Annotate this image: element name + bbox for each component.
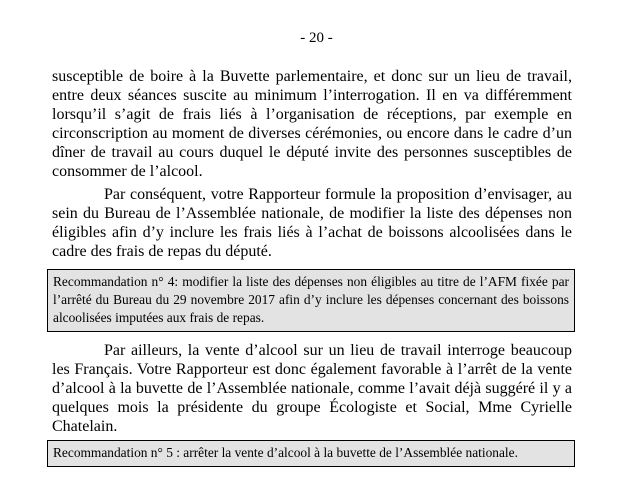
page-number: - 20 -	[300, 30, 333, 46]
paragraph-alcohol-sale: Par ailleurs, la vente d’alcool sur un lieu de travail interroge beaucoup les Français. Votre Rapporteur est donc également favorable à l’arrêt de la vente d’alcool à la buvette de l’Assemblée nationale, comme l’avait déjà suggéré il y a quelques mois la présidente du groupe Écologiste et Social, Mme Cyrielle Chatelain.	[52, 342, 572, 435]
recommendation-box-4: Recommandation n° 4: modifier la liste des dépenses non éligibles au titre de l’AFM fixée par l’arrêté du Bureau du 29 novembre 2017 afin d’y inclure les dépenses concernant des boissons alcoolisées imputées aux frais de repas.	[47, 269, 575, 332]
recommendation-box-5: Recommandation n° 5 : arrêter la vente d’alcool à la buvette de l’Assemblée nationale.	[47, 440, 575, 467]
paragraph-proposal: Par conséquent, votre Rapporteur formule la proposition d’envisager, au sein du Bureau de l’Assemblée nationale, de modifier la liste des dépenses non éligibles afin d’y inclure les frais liés à l’achat de boissons alcoolisées dans le cadre des frais de repas du député.	[52, 186, 572, 260]
paragraph-continuation: susceptible de boire à la Buvette parlementaire, et donc sur un lieu de travail, entre deux séances suscite au minimum l’interrogation. Il en va différemment lorsqu’il s’agit de frais liés à l’organisation de réceptions, par exemple en circonscription au moment de diverses cérémonies, ou encore dans le cadre d’un dîner de travail au cours duquel le député invite des personnes susceptibles de consommer de l’alcool.	[52, 68, 572, 180]
